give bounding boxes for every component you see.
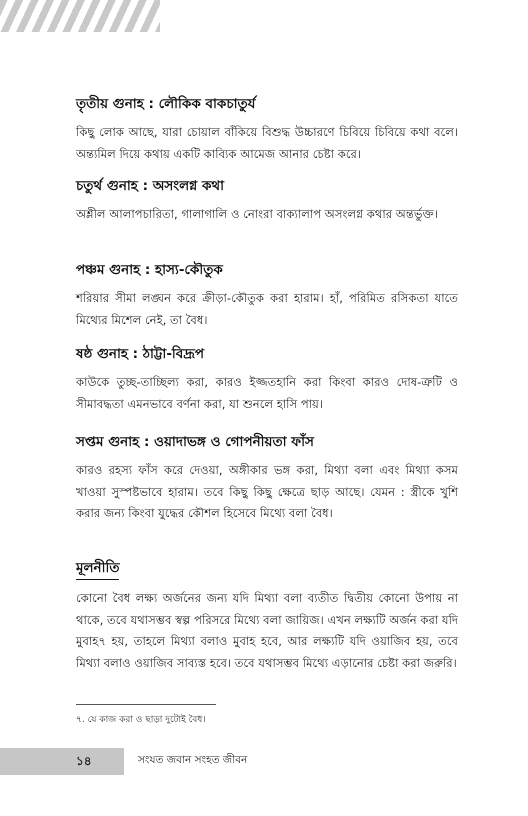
- section-body: অশ্লীল আলাপচারিতা, গালাগালি ও নোংরা বাক্যালাপ অসংলগ্ন কথার অন্তর্ভুক্ত।: [76, 207, 438, 221]
- section-heading: চতুর্থ গুনাহ : অসংলগ্ন কথা: [76, 178, 225, 194]
- section-seventh-sin: [76, 432, 458, 525]
- decorative-stripes: [0, 0, 160, 32]
- section-sixth-sin: [76, 344, 458, 415]
- section-third-sin: [76, 94, 458, 165]
- section-body: কিছু লোক আছে, যারা চোয়াল বাঁকিয়ে বিশুদ্ধ উচ্চারণে চিবিয়ে চিবিয়ে কথা বলে। অন্ত্যমিল দিয়ে কথায় একটি কাব্যিক আমেজ আনার চেষ্টা করে।: [76, 125, 458, 161]
- footnote-divider: [76, 704, 216, 705]
- page-number: ১৪: [76, 754, 92, 768]
- section-body: কারও রহস্য ফাঁস করে দেওয়া, অঙ্গীকার ভঙ্গ করা, মিথ্যা বলা এবং মিথ্যা কসম খাওয়া সুস্পষ্টভাবে হারাম। তবে কিছু কিছু ক্ষেত্রে ছাড় আছে। যেমন : স্ত্রীকে খুশি করার জন্য কিংবা যুদ্ধের কৌশল হিসেবে মিথ্যে বলা বৈধ।: [76, 463, 458, 520]
- section-fifth-sin: [76, 260, 458, 331]
- principle-heading-wrap: [76, 558, 458, 580]
- running-footer-title: সংযত জবান সংহত জীবন: [138, 754, 248, 766]
- section-body: কাউকে তুচ্ছ-তাচ্ছিল্য করা, কারও ইজ্জতহানি করা কিংবা কারও দোষ-ত্রুটি ও সীমাবদ্ধতা এমনভাবে বর্ণনা করা, যা শুনলে হাসি পায়।: [76, 375, 458, 411]
- footnote: ৭. যে কাজ করা ও ছাড়া দুটোই বৈধ।: [76, 715, 206, 725]
- footer-bar: [0, 748, 124, 775]
- principle-body: কোনো বৈধ লক্ষ্য অর্জনের জন্য যদি মিথ্যা বলা ব্যতীত দ্বিতীয় কোনো উপায় না থাকে, তবে যথাসম্ভব স্বল্প পরিসরে মিথ্যে বলা জায়িজ। এখন লক্ষ্যটি অর্জন করা যদি মুবাহ৭ হয়, তাহলে মিথ্যা বলাও মুবাহ হবে, আর লক্ষ্যটি যদি ওয়াজিব হয়, তবে মিথ্যা বলাও ওয়াজিব সাব্যস্ত হবে। তবে যথাসম্ভব মিথ্যে এড়ানোর চেষ্টা করা জরুরি।: [76, 591, 458, 670]
- section-fourth-sin: [76, 176, 458, 226]
- section-heading: তৃতীয় গুনাহ : লৌকিক বাকচাতুর্য: [76, 96, 256, 112]
- section-body: শরিয়ার সীমা লঙ্ঘন করে ক্রীড়া-কৌতুক করা হারাম। হাঁ, পরিমিত রসিকতা যাতে মিথ্যের মিশেল নেই, তা বৈধ।: [76, 291, 458, 327]
- section-heading: ষষ্ঠ গুনাহ : ঠাট্টা-বিদ্রূপ: [76, 346, 205, 362]
- section-heading: পঞ্চম গুনাহ : হাস্য-কৌতুক: [76, 262, 223, 278]
- section-heading: সপ্তম গুনাহ : ওয়াদাভঙ্গ ও গোপনীয়তা ফাঁস: [76, 434, 314, 450]
- principle-heading: মূলনীতি: [76, 558, 119, 580]
- section-principle: [76, 558, 458, 674]
